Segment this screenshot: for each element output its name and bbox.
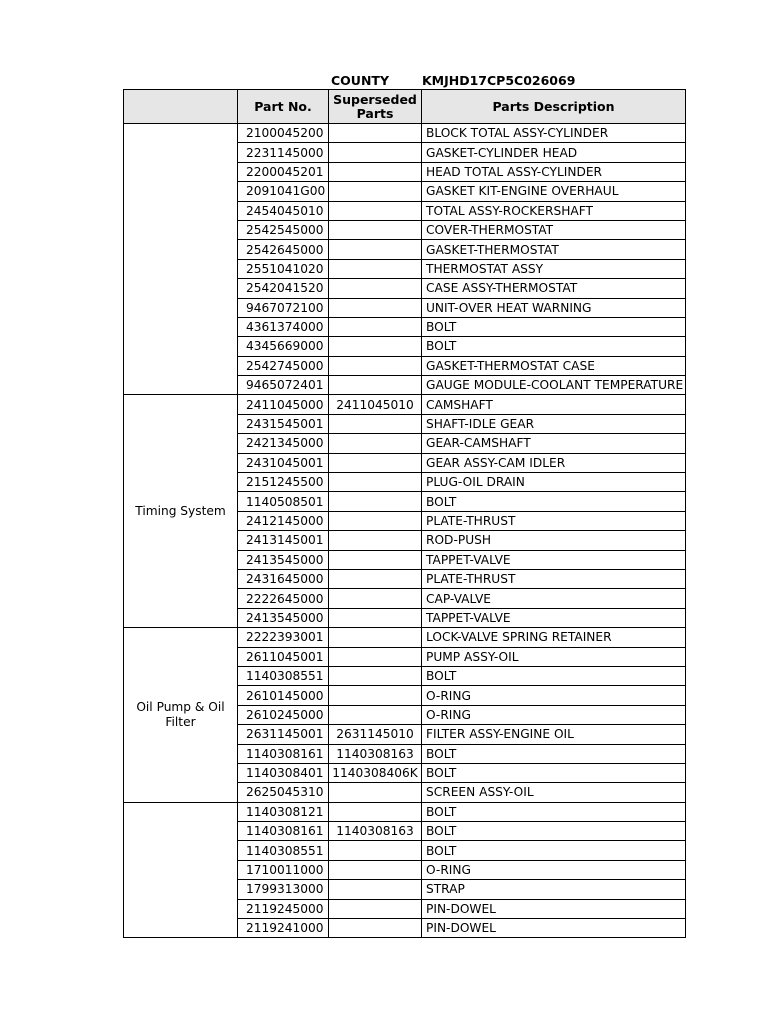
description-cell: PLATE-THRUST — [422, 511, 686, 530]
superseded-part-cell — [329, 259, 422, 278]
description-cell: BOLT — [422, 666, 686, 685]
part-number-cell: 2200045201 — [238, 162, 329, 181]
part-number-cell: 2542745000 — [238, 356, 329, 375]
description-cell: PIN-DOWEL — [422, 919, 686, 938]
superseded-part-cell: 2411045010 — [329, 395, 422, 414]
part-number-cell: 4361374000 — [238, 317, 329, 336]
part-number-cell: 2222393001 — [238, 628, 329, 647]
part-number-cell: 2421345000 — [238, 434, 329, 453]
superseded-part-cell — [329, 162, 422, 181]
superseded-part-cell: 1140308163 — [329, 744, 422, 763]
table-header-row — [124, 90, 686, 124]
group-name-cell — [124, 124, 238, 395]
superseded-part-cell — [329, 647, 422, 666]
description-cell: TAPPET-VALVE — [422, 550, 686, 569]
part-no-column-header: Part No. — [238, 90, 329, 124]
superseded-part-cell — [329, 124, 422, 143]
superseded-part-cell — [329, 143, 422, 162]
part-number-cell: 2411045000 — [238, 395, 329, 414]
description-cell: SHAFT-IDLE GEAR — [422, 414, 686, 433]
description-cell: BOLT — [422, 802, 686, 821]
superseded-part-cell — [329, 511, 422, 530]
part-number-cell: 1140308401 — [238, 763, 329, 782]
superseded-part-cell — [329, 434, 422, 453]
superseded-part-cell: 1140308406K — [329, 763, 422, 782]
part-number-cell: 2611045001 — [238, 647, 329, 666]
superseded-part-cell — [329, 686, 422, 705]
superseded-part-cell — [329, 240, 422, 259]
part-number-cell: 2542545000 — [238, 220, 329, 239]
superseded-part-cell — [329, 802, 422, 821]
superseded-part-cell — [329, 473, 422, 492]
table-row — [124, 124, 686, 143]
description-cell: BOLT — [422, 841, 686, 860]
county-label: COUNTY — [331, 73, 389, 88]
superseded-part-cell — [329, 589, 422, 608]
description-cell: SCREEN ASSY-OIL — [422, 783, 686, 802]
description-cell: GASKET-THERMOSTAT — [422, 240, 686, 259]
part-number-cell: 2151245500 — [238, 473, 329, 492]
superseded-part-cell — [329, 880, 422, 899]
superseded-part-cell: 1140308163 — [329, 822, 422, 841]
part-number-cell: 2610145000 — [238, 686, 329, 705]
parts-table-body — [124, 124, 686, 938]
description-cell: LOCK-VALVE SPRING RETAINER — [422, 628, 686, 647]
superseded-part-cell — [329, 841, 422, 860]
description-cell: GEAR-CAMSHAFT — [422, 434, 686, 453]
part-number-cell: 1140308161 — [238, 822, 329, 841]
part-number-cell: 2412145000 — [238, 511, 329, 530]
description-cell: TAPPET-VALVE — [422, 608, 686, 627]
group-column-header — [124, 90, 238, 124]
description-cell: PUMP ASSY-OIL — [422, 647, 686, 666]
table-row — [124, 628, 686, 647]
part-number-cell: 2100045200 — [238, 124, 329, 143]
part-number-cell: 2625045310 — [238, 783, 329, 802]
description-cell: BLOCK TOTAL ASSY-CYLINDER — [422, 124, 686, 143]
description-cell: O-RING — [422, 686, 686, 705]
superseded-part-cell — [329, 201, 422, 220]
part-number-cell: 2231145000 — [238, 143, 329, 162]
description-cell: PLATE-THRUST — [422, 569, 686, 588]
part-number-cell: 1140308161 — [238, 744, 329, 763]
superseded-part-cell — [329, 317, 422, 336]
description-cell: COVER-THERMOSTAT — [422, 220, 686, 239]
description-cell: PLUG-OIL DRAIN — [422, 473, 686, 492]
description-cell: GAUGE MODULE-COOLANT TEMPERATURE — [422, 376, 686, 395]
group-name-cell: Oil Pump & Oil Filter — [124, 628, 238, 803]
superseded-part-cell — [329, 182, 422, 201]
table-row — [124, 802, 686, 821]
part-number-cell: 2119245000 — [238, 899, 329, 918]
document-header — [0, 72, 768, 90]
superseded-part-cell — [329, 337, 422, 356]
table-row — [124, 395, 686, 414]
part-number-cell: 2091041G00 — [238, 182, 329, 201]
description-cell: BOLT — [422, 492, 686, 511]
superseded-part-cell — [329, 492, 422, 511]
part-number-cell: 2119241000 — [238, 919, 329, 938]
superseded-part-cell — [329, 550, 422, 569]
superseded-part-cell — [329, 919, 422, 938]
superseded-part-cell: 2631145010 — [329, 725, 422, 744]
part-number-cell: 1710011000 — [238, 860, 329, 879]
vin-number: KMJHD17CP5C026069 — [422, 73, 576, 88]
part-number-cell: 2413145001 — [238, 531, 329, 550]
part-number-cell: 1140308121 — [238, 802, 329, 821]
part-number-cell: 2431645000 — [238, 569, 329, 588]
part-number-cell: 2610245000 — [238, 705, 329, 724]
description-cell: THERMOSTAT ASSY — [422, 259, 686, 278]
description-cell: GASKET KIT-ENGINE OVERHAUL — [422, 182, 686, 201]
part-number-cell: 1140308551 — [238, 841, 329, 860]
description-cell: CAP-VALVE — [422, 589, 686, 608]
part-number-cell: 2454045010 — [238, 201, 329, 220]
superseded-part-cell — [329, 220, 422, 239]
description-cell: UNIT-OVER HEAT WARNING — [422, 298, 686, 317]
description-cell: BOLT — [422, 337, 686, 356]
superseded-column-header: Superseded Parts — [329, 90, 422, 124]
description-cell: O-RING — [422, 860, 686, 879]
superseded-part-cell — [329, 453, 422, 472]
description-cell: BOLT — [422, 763, 686, 782]
description-cell: PIN-DOWEL — [422, 899, 686, 918]
part-number-cell: 2431545001 — [238, 414, 329, 433]
part-number-cell: 2413545000 — [238, 608, 329, 627]
part-number-cell: 9467072100 — [238, 298, 329, 317]
description-cell: BOLT — [422, 744, 686, 763]
description-cell: GASKET-THERMOSTAT CASE — [422, 356, 686, 375]
part-number-cell: 1140308551 — [238, 666, 329, 685]
superseded-part-cell — [329, 705, 422, 724]
group-name-cell: Timing System — [124, 395, 238, 628]
superseded-part-cell — [329, 899, 422, 918]
part-number-cell: 4345669000 — [238, 337, 329, 356]
description-cell: BOLT — [422, 317, 686, 336]
part-number-cell: 2413545000 — [238, 550, 329, 569]
part-number-cell: 2542645000 — [238, 240, 329, 259]
superseded-part-cell — [329, 666, 422, 685]
superseded-part-cell — [329, 860, 422, 879]
part-number-cell: 2542041520 — [238, 279, 329, 298]
superseded-part-cell — [329, 628, 422, 647]
superseded-part-cell — [329, 531, 422, 550]
description-column-header: Parts Description — [422, 90, 686, 124]
superseded-part-cell — [329, 356, 422, 375]
superseded-part-cell — [329, 298, 422, 317]
description-cell: ROD-PUSH — [422, 531, 686, 550]
description-cell: HEAD TOTAL ASSY-CYLINDER — [422, 162, 686, 181]
superseded-part-cell — [329, 783, 422, 802]
description-cell: GEAR ASSY-CAM IDLER — [422, 453, 686, 472]
description-cell: BOLT — [422, 822, 686, 841]
part-number-cell: 1799313000 — [238, 880, 329, 899]
part-number-cell: 9465072401 — [238, 376, 329, 395]
description-cell: CASE ASSY-THERMOSTAT — [422, 279, 686, 298]
superseded-part-cell — [329, 279, 422, 298]
part-number-cell: 2431045001 — [238, 453, 329, 472]
description-cell: STRAP — [422, 880, 686, 899]
part-number-cell: 2222645000 — [238, 589, 329, 608]
description-cell: CAMSHAFT — [422, 395, 686, 414]
superseded-part-cell — [329, 608, 422, 627]
superseded-part-cell — [329, 569, 422, 588]
description-cell: TOTAL ASSY-ROCKERSHAFT — [422, 201, 686, 220]
superseded-part-cell — [329, 414, 422, 433]
part-number-cell: 2551041020 — [238, 259, 329, 278]
description-cell: FILTER ASSY-ENGINE OIL — [422, 725, 686, 744]
part-number-cell: 1140508501 — [238, 492, 329, 511]
parts-table — [123, 89, 686, 938]
superseded-part-cell — [329, 376, 422, 395]
group-name-cell — [124, 802, 238, 938]
description-cell: O-RING — [422, 705, 686, 724]
part-number-cell: 2631145001 — [238, 725, 329, 744]
description-cell: GASKET-CYLINDER HEAD — [422, 143, 686, 162]
